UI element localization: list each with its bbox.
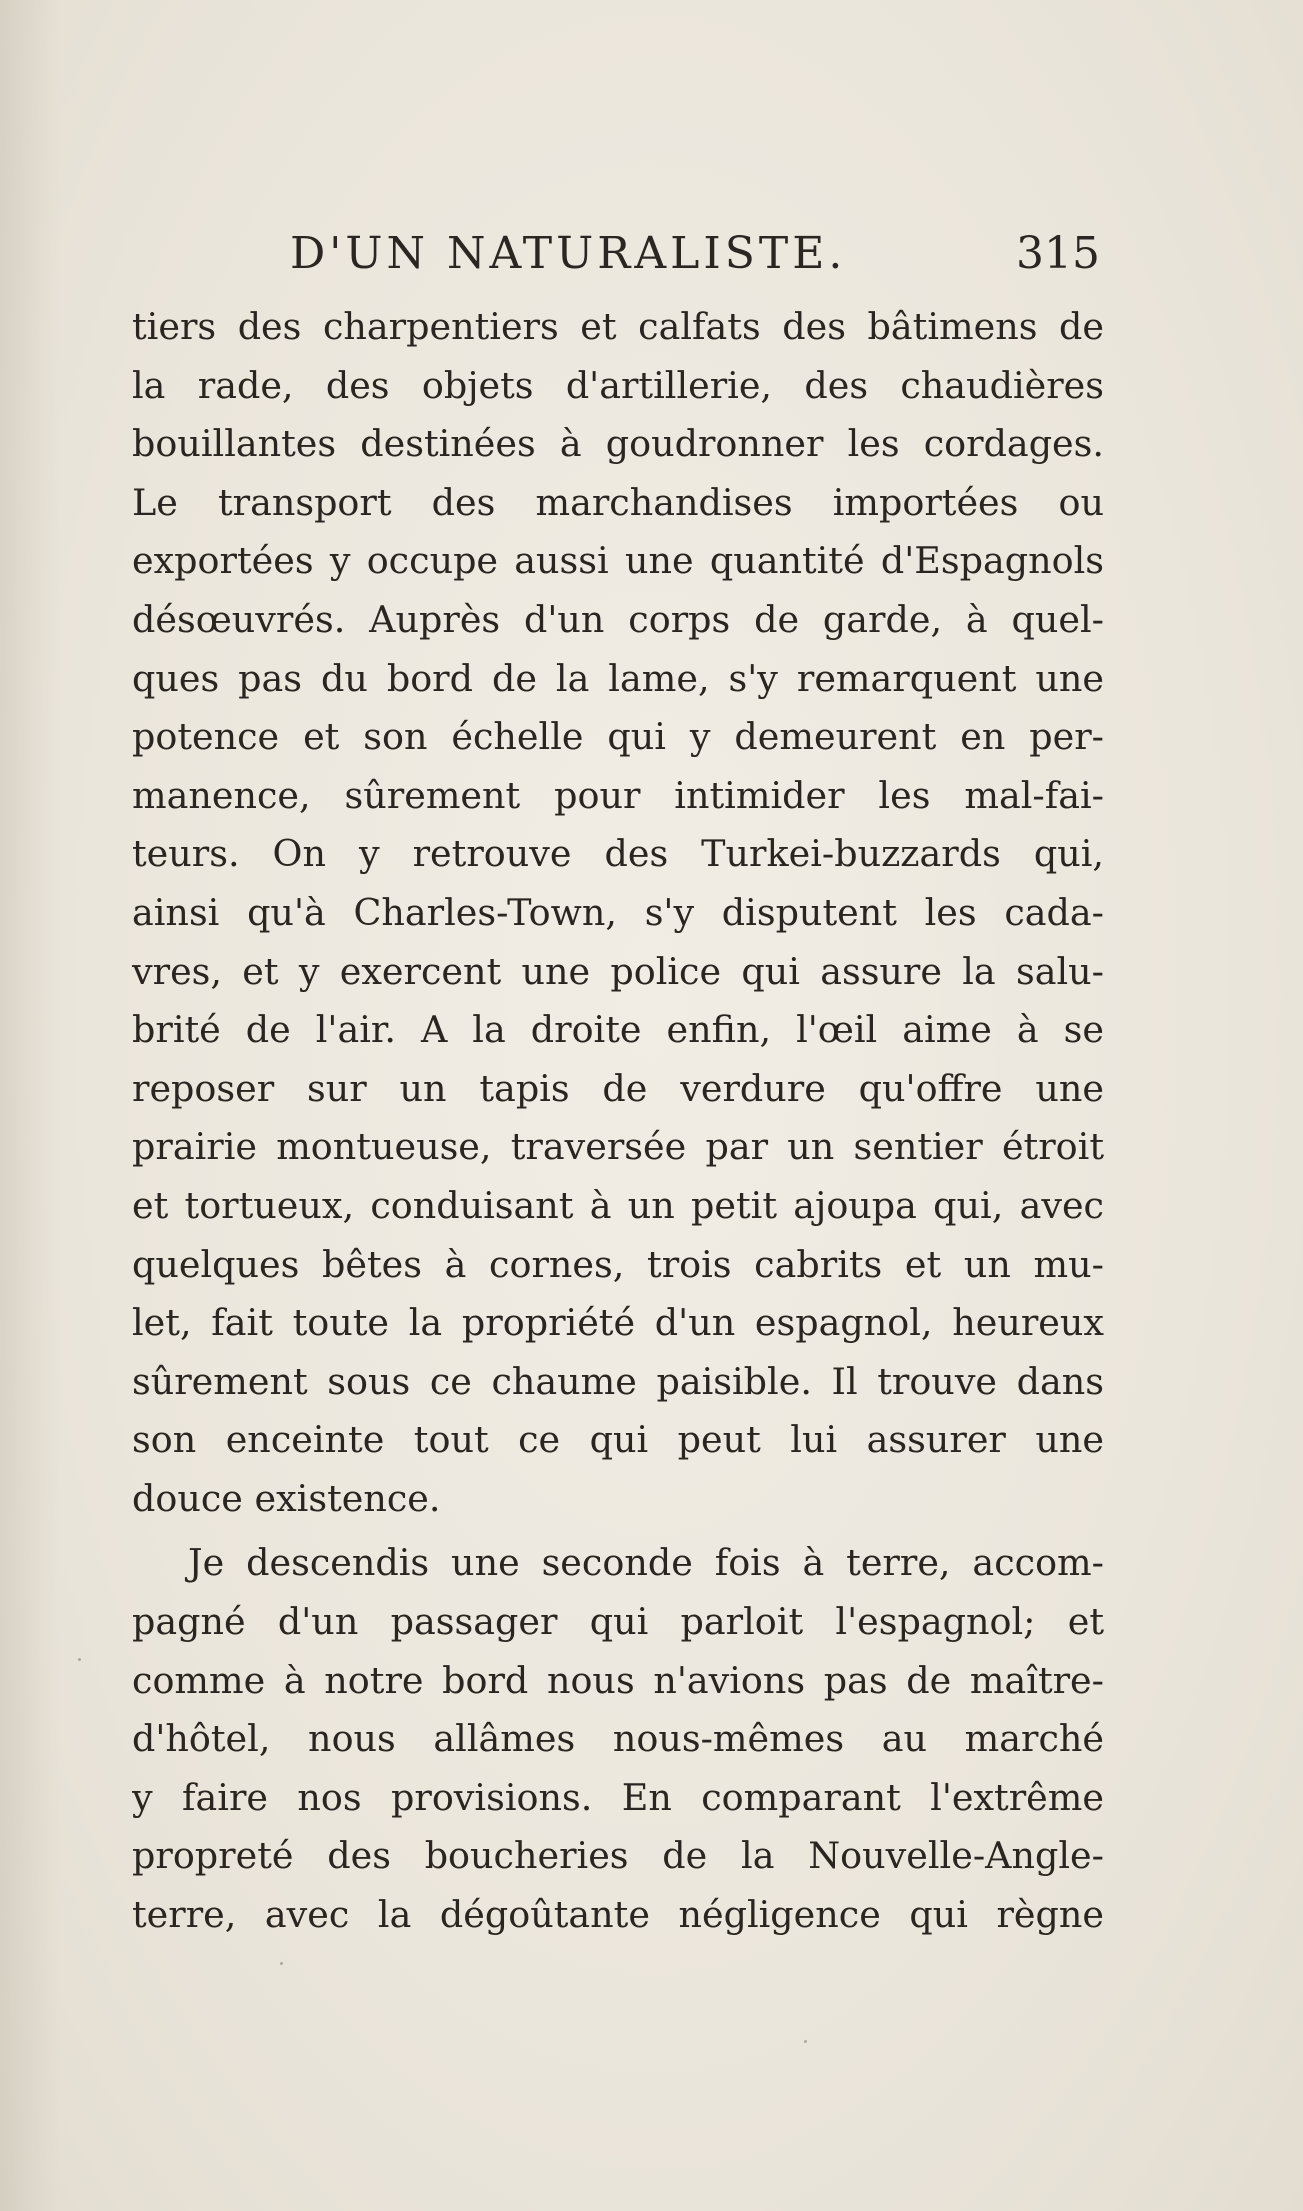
text-line: ainsi qu'à Charles-Town, s'y disputent les cada-	[132, 890, 1104, 934]
text-line: d'hôtel, nous allâmes nous-mêmes au marché	[132, 1717, 1104, 1761]
text-line: let, fait toute la propriété d'un espagnol, heureux	[132, 1301, 1104, 1345]
text-line: la rade, des objets d'artillerie, des chaudières	[132, 363, 1104, 407]
text-line: ques pas du bord de la lame, s'y remarquent une	[132, 656, 1104, 700]
text-line: propreté des boucheries de la Nouvelle-Angle-	[132, 1834, 1104, 1878]
text-line: brité de l'air. A la droite enfin, l'œil aime à se	[132, 1008, 1104, 1052]
text-line: Le transport des marchandises importées ou	[132, 480, 1104, 524]
paper-speck	[804, 2040, 807, 2043]
page-number: 315	[1016, 228, 1100, 279]
text-line: tiers des charpentiers et calfats des bâtimens de	[132, 305, 1104, 348]
text-line: son enceinte tout ce qui peut lui assurer une	[132, 1418, 1104, 1462]
text-line: y faire nos provisions. En comparant l'extrême	[132, 1775, 1104, 1819]
text-line: et tortueux, conduisant à un petit ajoupa qui, avec	[132, 1183, 1104, 1227]
running-head	[290, 228, 1100, 288]
text-line: terre, avec la dégoûtante négligence qui règne	[132, 1893, 1104, 1937]
text-line: Je descendis une seconde fois à terre, accom-	[188, 1541, 1104, 1585]
text-line: douce existence.	[132, 1476, 441, 1520]
text-line: pagné d'un passager qui parloit l'espagnol; et	[132, 1600, 1104, 1644]
text-line: sûrement sous ce chaume paisible. Il trouve dans	[132, 1359, 1104, 1403]
text-line: vres, et y exercent une police qui assure la salu-	[132, 949, 1104, 993]
text-line: désœuvrés. Auprès d'un corps de garde, à quel-	[132, 597, 1104, 641]
paper-speck	[280, 1962, 283, 1965]
text-line: teurs. On y retrouve des Turkei-buzzards qui,	[132, 832, 1104, 876]
text-line: potence et son échelle qui y demeurent en per-	[132, 715, 1104, 759]
text-line: quelques bêtes à cornes, trois cabrits et un mu-	[132, 1242, 1104, 1286]
text-line: comme à notre bord nous n'avions pas de maître-	[132, 1658, 1104, 1702]
text-line: bouillantes destinées à goudronner les cordages.	[132, 422, 1104, 466]
text-line: exportées y occupe aussi une quantité d'Espagnols	[132, 539, 1104, 583]
gutter-shadow	[0, 0, 60, 2211]
text-line: reposer sur un tapis de verdure qu'offre une	[132, 1066, 1104, 1110]
running-title: D'UN NATURALISTE.	[290, 228, 847, 279]
text-block	[132, 298, 1104, 1945]
text-line: prairie montueuse, traversée par un sentier étroit	[132, 1125, 1104, 1169]
paper-speck	[78, 1658, 81, 1661]
text-line: manence, sûrement pour intimider les mal-fai-	[132, 773, 1104, 817]
